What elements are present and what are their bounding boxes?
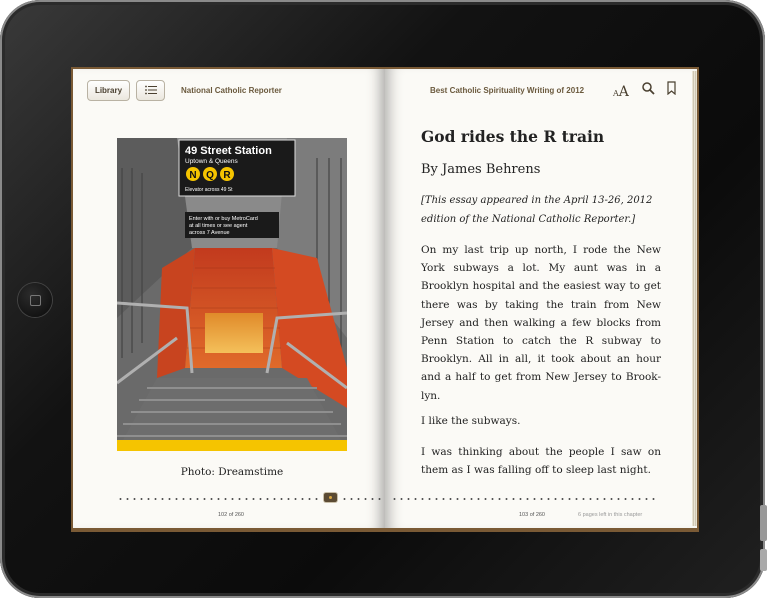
left-book-title: National Catholic Reporter: [181, 86, 282, 95]
entry-sign-line2: at all times or see agent: [189, 223, 248, 229]
font-large-icon: A: [618, 84, 629, 100]
left-page-number: 102 of 260: [218, 512, 244, 518]
home-button[interactable]: [18, 283, 52, 317]
essay-note: [421, 191, 661, 229]
table-of-contents-button[interactable]: [136, 80, 165, 101]
essay-paragraph-2: I like the subways.: [421, 415, 521, 427]
essay-note-line1: [This essay appeared in the April 13-26, 2012: [421, 195, 653, 206]
right-book-title: Best Catholic Spirituality Writing of 2012: [430, 86, 585, 95]
right-page-number: 103 of 260: [519, 512, 545, 518]
sign-station-name: 49 Street Station: [185, 145, 272, 157]
right-page: [385, 69, 697, 528]
list-icon: [145, 85, 157, 95]
entry-sign-line1: Enter with or buy MetroCard: [189, 216, 258, 222]
essay-author: By James Behrens: [421, 162, 541, 177]
left-page: [73, 69, 385, 528]
sign-elevator-note: Elevator across 49 St: [185, 187, 233, 193]
photo-caption: Photo: Dreamstime: [180, 466, 284, 478]
library-button[interactable]: Library: [87, 80, 130, 101]
sign-subtitle: Uptown & Queens: [185, 158, 238, 165]
subway-photo[interactable]: [117, 138, 347, 451]
essay-paragraph-1: On my last trip up north, I rode the New York subways a lot. My aunt was in a Brooklyn hospital and the easiest way to get there was by taking the train from New Jersey and then walking a few blocks from Penn Station to catch the R subway to Brooklyn. All in all, it took about an hour and a half to get from New Jersey to Brook-lyn.: [421, 244, 661, 402]
ibooks-screen: [71, 67, 699, 532]
line-n-badge: N: [189, 170, 197, 181]
progress-dots-left[interactable]: [117, 498, 321, 500]
line-r-badge: R: [223, 170, 231, 181]
line-q-badge: Q: [206, 170, 214, 181]
home-square-icon: [30, 295, 41, 306]
essay-title: God rides the R train: [421, 127, 605, 146]
pages-left-in-chapter: 6 pages left in this chapter: [578, 512, 643, 518]
essay-note-line2: edition of the National Catholic Reporter.]: [421, 214, 636, 225]
bookmark-icon[interactable]: [667, 81, 676, 95]
progress-dots-right[interactable]: [391, 498, 655, 500]
essay-paragraph-3: I was thinking about the people I saw on them as I was falling off to sleep last night.: [421, 446, 661, 477]
reading-position-marker[interactable]: [324, 493, 337, 502]
font-small-icon: A: [613, 89, 619, 98]
volume-down-button[interactable]: [760, 549, 767, 571]
search-icon[interactable]: [642, 82, 655, 95]
entry-sign-line3: across 7 Avenue: [189, 230, 230, 236]
font-size-button[interactable]: [613, 81, 629, 100]
progress-dots-left-after[interactable]: [341, 498, 383, 500]
volume-up-button[interactable]: [760, 505, 767, 541]
subway-entrance-image: [117, 138, 347, 451]
page-stack-edge: [692, 71, 697, 526]
